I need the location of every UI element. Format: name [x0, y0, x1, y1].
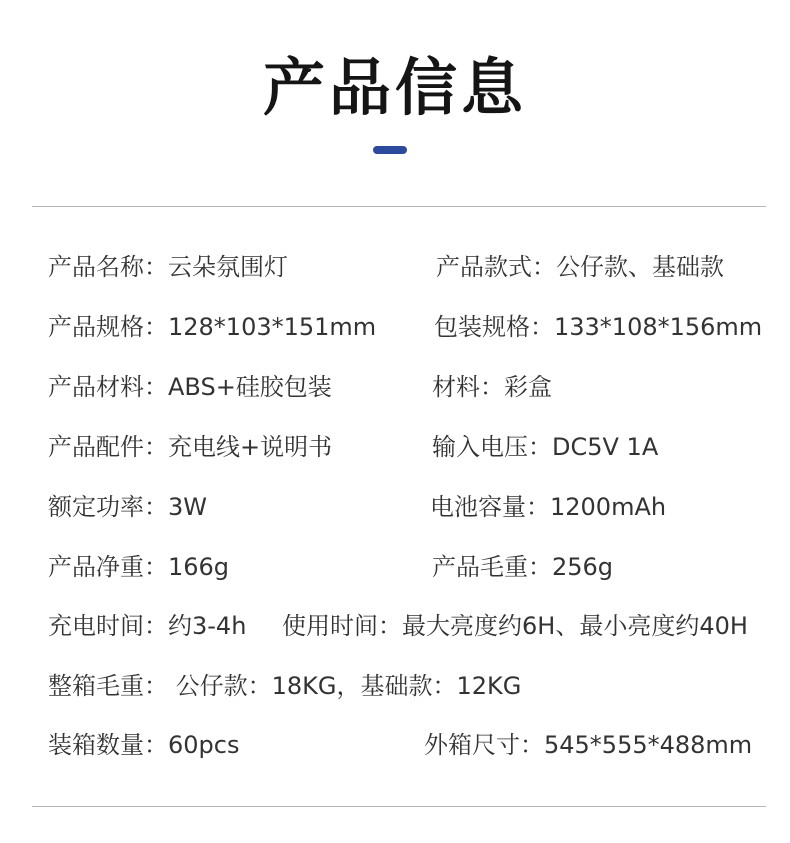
spec-accessories: 产品配件：充电线+说明书: [48, 433, 333, 461]
top-divider: [32, 206, 766, 207]
spec-box-material: 材料：彩盒: [432, 373, 552, 401]
spec-product-name: 产品名称：云朵氛围灯: [48, 253, 288, 281]
spec-battery-capacity: 电池容量：1200mAh: [430, 493, 667, 521]
spec-row: [0, 547, 790, 587]
spec-row: [0, 725, 790, 765]
spec-row: [0, 666, 790, 706]
spec-row: [0, 367, 790, 407]
page-title: 产品信息: [262, 51, 527, 124]
spec-package-size: 包装规格：133*108*156mm: [434, 313, 763, 341]
bottom-divider: [32, 806, 766, 807]
spec-use-time: 使用时间：最大亮度约6H、最小亮度约40H: [282, 612, 748, 640]
spec-row: [0, 247, 790, 287]
spec-gross-weight: 产品毛重：256g: [432, 553, 614, 581]
spec-row: [0, 427, 790, 467]
spec-row: [0, 307, 790, 347]
spec-row: [0, 606, 790, 646]
spec-charge-time: 充电时间：约3-4h: [48, 612, 247, 640]
spec-product-size: 产品规格：128*103*151mm: [48, 313, 377, 341]
spec-product-style: 产品款式：公仔款、基础款: [436, 253, 724, 281]
spec-product-material: 产品材料：ABS+硅胶包装: [48, 373, 332, 401]
spec-row: [0, 487, 790, 527]
title-accent-bar: [373, 146, 407, 154]
spec-rated-power: 额定功率：3W: [48, 493, 207, 521]
spec-net-weight: 产品净重：166g: [48, 553, 230, 581]
spec-carton-weight: 整箱毛重： 公仔款：18KG，基础款：12KG: [48, 672, 522, 700]
spec-input-voltage: 输入电压：DC5V 1A: [432, 433, 659, 461]
spec-carton-size: 外箱尺寸：545*555*488mm: [424, 731, 753, 759]
spec-carton-quantity: 装箱数量：60pcs: [48, 731, 240, 759]
